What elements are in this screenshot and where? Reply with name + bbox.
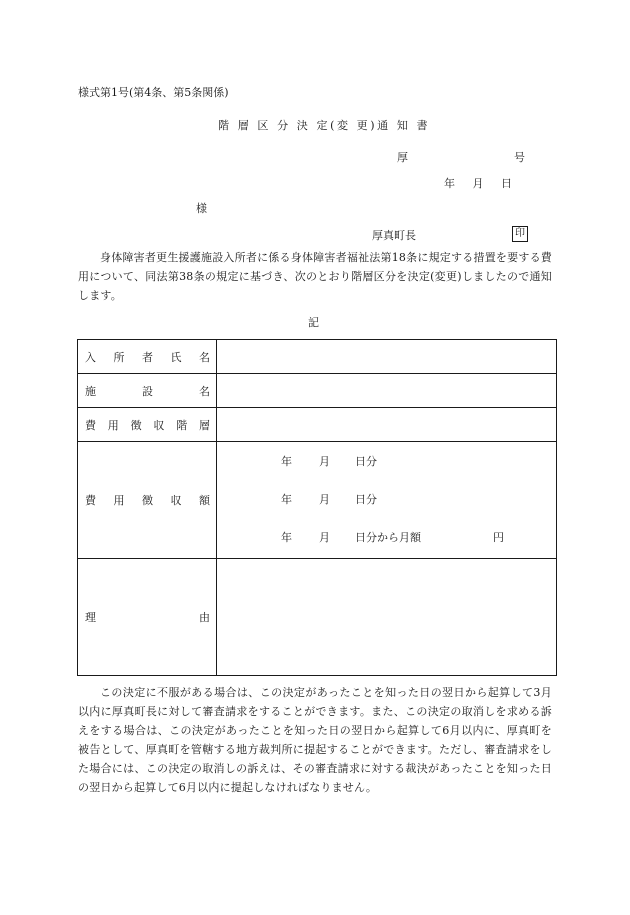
- label-char: 設: [142, 384, 153, 398]
- fee-tier-label: [78, 408, 217, 442]
- fee-line: [281, 519, 556, 557]
- seal-mark: 印: [512, 226, 528, 242]
- row-fee-amount: [78, 442, 557, 559]
- reason-value[interactable]: [217, 559, 557, 676]
- label-char: 施: [85, 384, 96, 398]
- fee-day: 日分: [355, 493, 377, 506]
- label-char: 理: [85, 611, 96, 624]
- fee-year: 年: [281, 493, 292, 506]
- notice-table: [77, 339, 557, 676]
- row-reason: [78, 559, 557, 676]
- fee-tier-value[interactable]: [217, 408, 557, 442]
- resident-name-value[interactable]: [217, 340, 557, 374]
- label-char: 費: [85, 418, 96, 432]
- recipient-honorific: 様: [196, 202, 207, 215]
- fee-month: 月: [319, 493, 330, 506]
- document-title: 階 層 区 分 決 定(変 更)通 知 書: [218, 119, 431, 132]
- appeal-notice: この決定に不服がある場合は、この決定があったことを知った日の翌日から起算して3月以内に厚真町長に対して審査請求をすることができます。また、この決定の取消しを求める訴えをする場合は、この決定があったことを知った日の翌日から起算して6月以内に、厚真町を被告として、厚真町を管轄する地方裁判所に提起することができます。ただし、審査請求をした場合には、この決定の取消しの訴えは、その審査請求に対する裁決があったことを知った日の翌日から起算して6月以内に提起しなければなりません。: [78, 686, 552, 794]
- label-char: 用: [107, 418, 119, 432]
- issue-date: 年 月 日: [444, 177, 512, 190]
- reason-label: [78, 559, 217, 676]
- intro-paragraph: 身体障害者更生援護施設入所者に係る身体障害者福祉法第18条に規定する措置を要する費用について、同法第38条の規定に基づき、次のとおり階層区分を決定(変更)しましたので通知します。: [78, 251, 552, 302]
- label-char: 氏: [170, 350, 182, 364]
- fee-line: [281, 443, 556, 481]
- reference-number-prefix: 厚: [397, 151, 408, 164]
- label-char: 用: [113, 494, 125, 507]
- fee-amount-label: [78, 442, 217, 559]
- ki-heading: 記: [308, 316, 319, 329]
- label-char: 収: [153, 418, 165, 432]
- facility-name-label: [78, 374, 217, 408]
- label-char: 額: [199, 494, 210, 507]
- label-char: 入: [85, 350, 96, 364]
- fee-day: 日分: [355, 531, 377, 544]
- row-fee-tier: [78, 408, 557, 442]
- label-char: 名: [199, 384, 210, 398]
- fee-monthly-suffix: から月額: [377, 531, 421, 544]
- label-char: 者: [142, 350, 153, 364]
- label-char: 所: [113, 350, 125, 364]
- issuer-name: 厚真町長: [372, 229, 416, 242]
- label-char: 階: [176, 418, 188, 432]
- reference-number-suffix: 号: [514, 151, 525, 164]
- facility-name-value[interactable]: [217, 374, 557, 408]
- label-char: 徴: [142, 494, 153, 507]
- fee-year: 年: [281, 455, 292, 468]
- fee-amount-value[interactable]: [217, 442, 557, 559]
- row-resident-name: [78, 340, 557, 374]
- fee-yen: 円: [493, 531, 504, 544]
- label-char: 層: [198, 418, 210, 432]
- fee-line: [281, 481, 556, 519]
- label-char: 由: [199, 611, 210, 624]
- row-facility-name: [78, 374, 557, 408]
- form-number: 様式第1号(第4条、第5条関係): [78, 86, 229, 99]
- label-char: 名: [199, 350, 210, 364]
- label-char: 収: [170, 494, 182, 507]
- fee-month: 月: [319, 531, 330, 544]
- fee-month: 月: [319, 455, 330, 468]
- resident-name-label: [78, 340, 217, 374]
- fee-year: 年: [281, 531, 292, 544]
- label-char: 徴: [130, 418, 142, 432]
- label-char: 費: [85, 494, 96, 507]
- fee-day: 日分: [355, 455, 377, 468]
